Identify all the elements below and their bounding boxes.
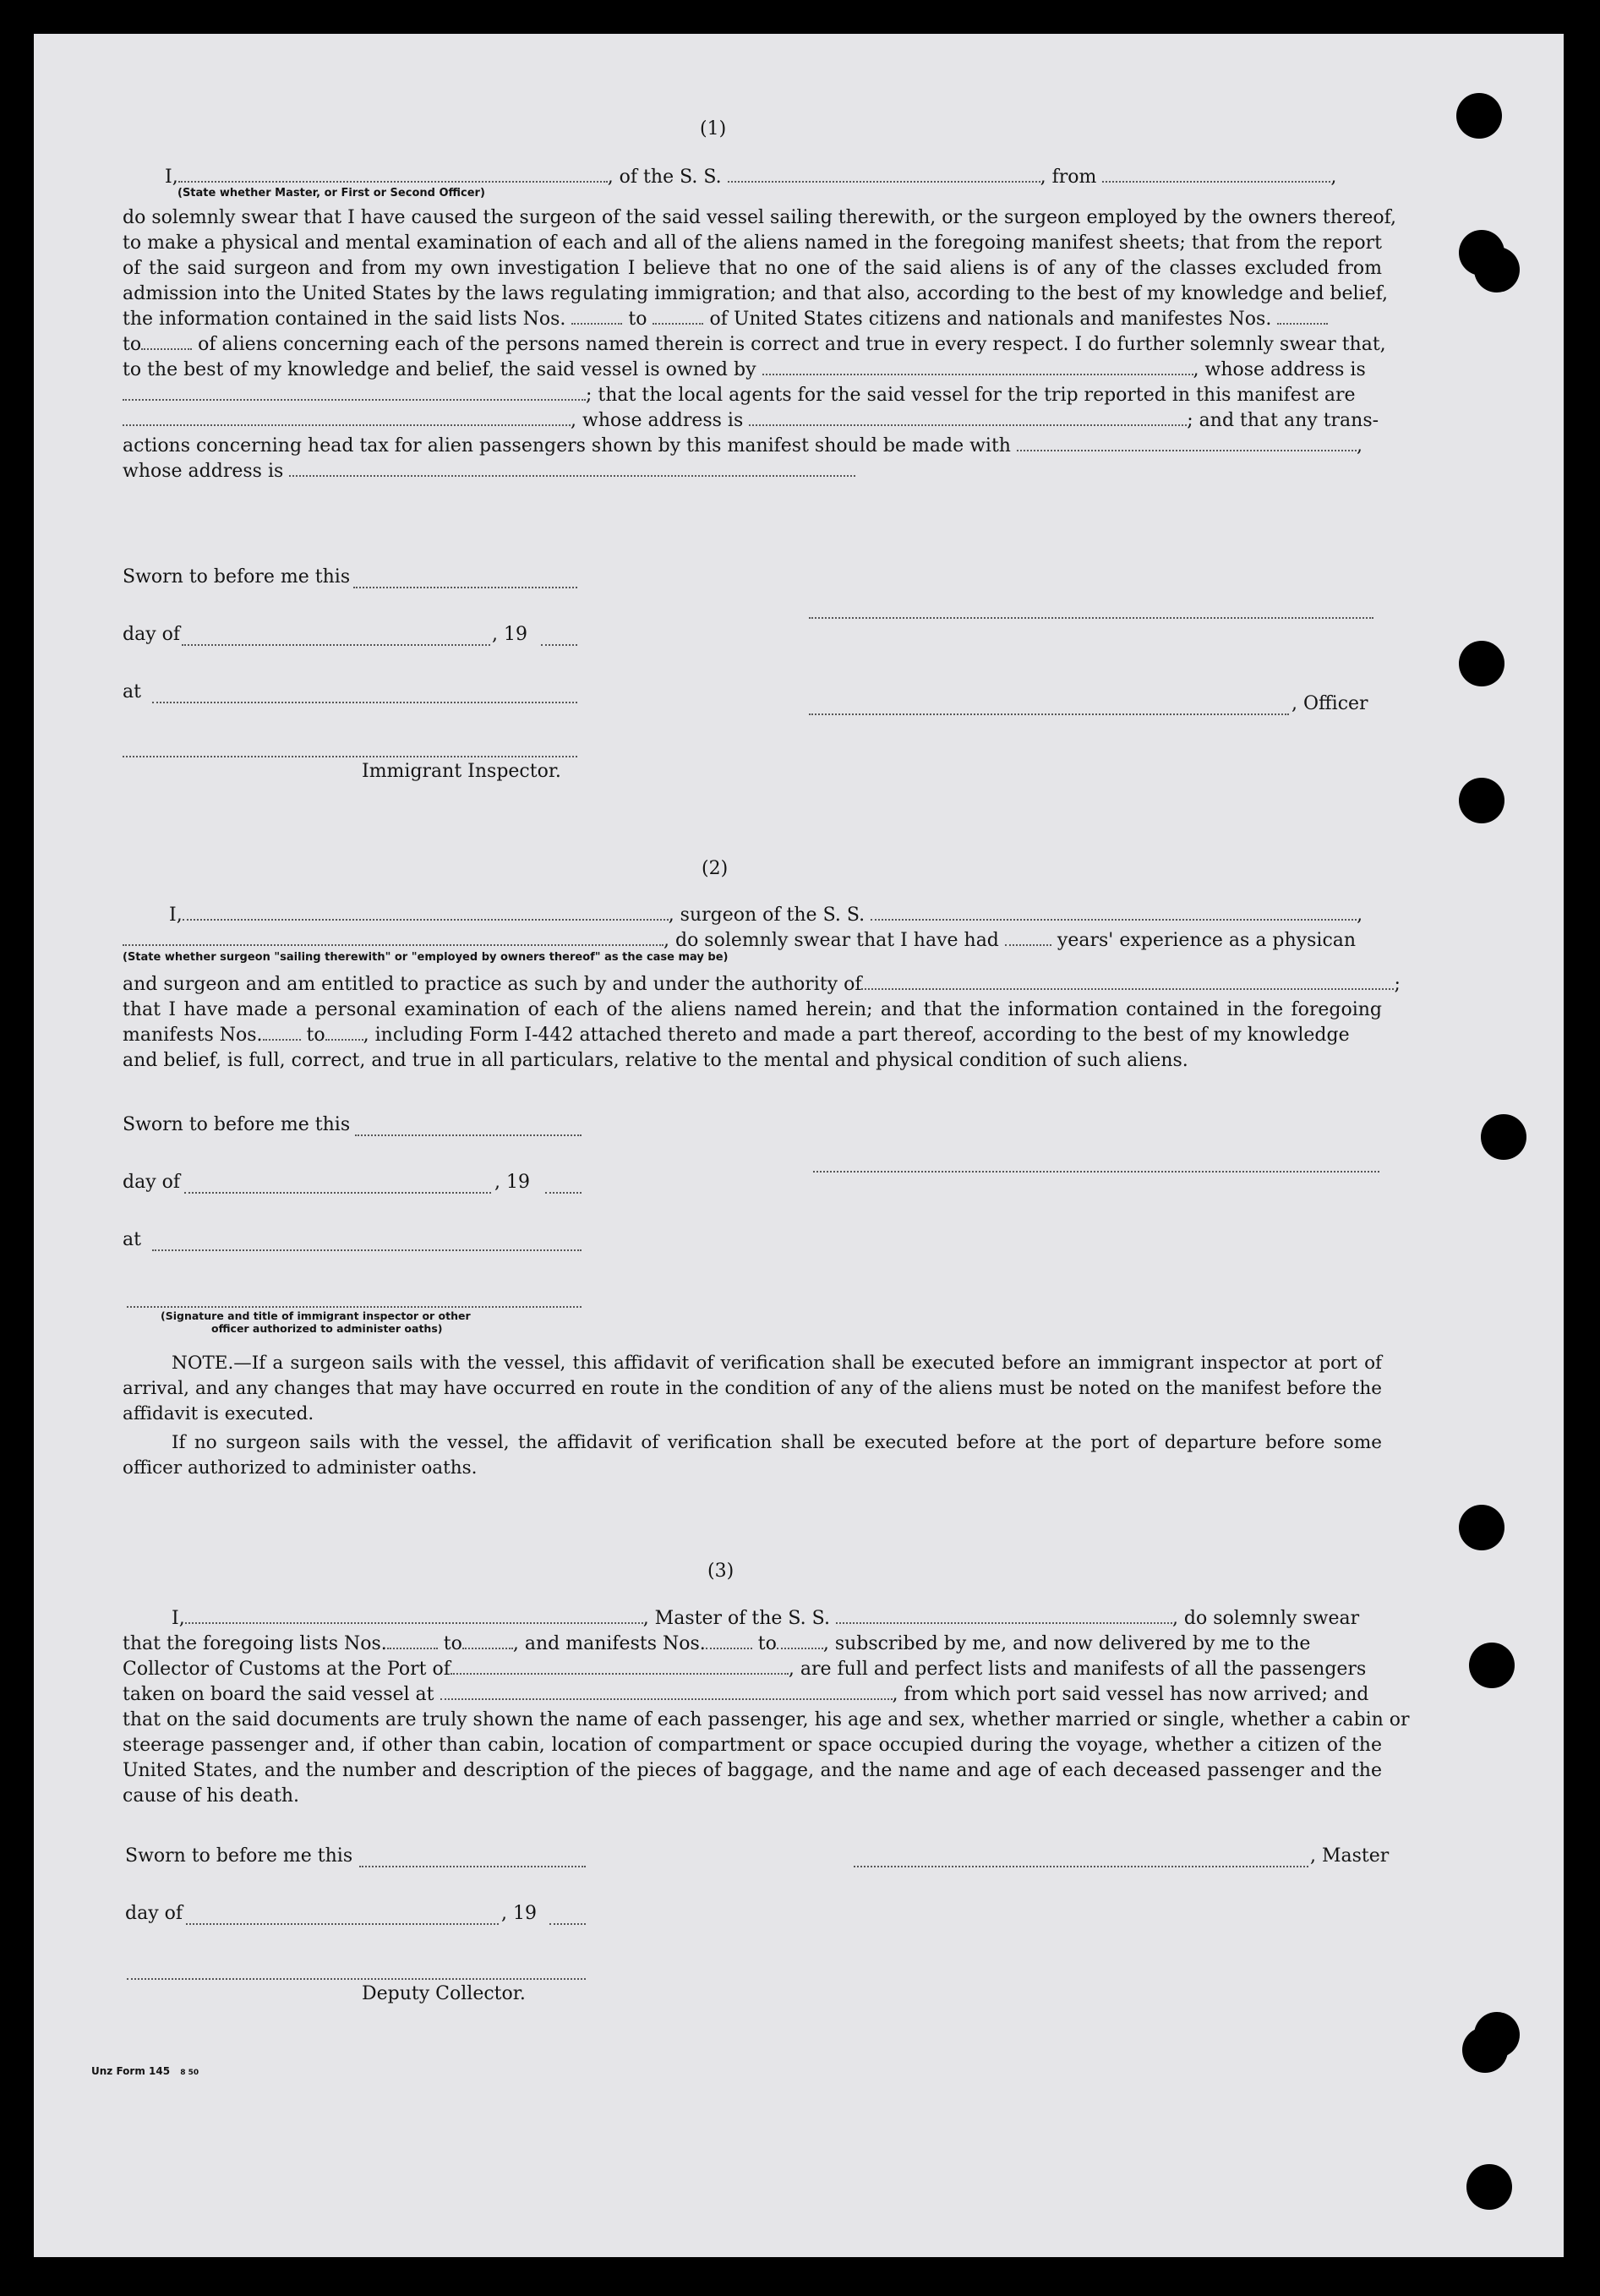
licensing-authority-field[interactable] (861, 973, 1394, 990)
deputy-label: Deputy Collector. (362, 1983, 526, 2004)
paragraph-line: do solemnly swear that I have caused the surgeon of the said vessel sailing therewith, or the surgeon employed by the owners thereof, (123, 207, 1397, 228)
vessel-name-field[interactable] (728, 166, 1040, 183)
text: Collector of Customs at the Port of (123, 1659, 451, 1680)
text: to (306, 1025, 325, 1046)
master-label: , Master (1310, 1845, 1390, 1867)
day-field[interactable] (184, 1190, 491, 1194)
year-label: , 19 (494, 1172, 530, 1193)
paragraph-line: steerage passenger and, if other than cabin, location of compartment or space occupied during the voyage, whether a citizen of the (123, 1735, 1382, 1756)
years-experience-field[interactable] (1005, 929, 1051, 946)
form-date: 8 50 (180, 2069, 199, 2077)
officer-title-line[interactable] (809, 712, 1289, 715)
list-no-to-field[interactable] (653, 308, 703, 325)
punch-hole (1474, 247, 1520, 292)
local-agents-field[interactable] (123, 409, 571, 426)
section-number: (1) (700, 118, 727, 139)
text: to the best of my knowledge and belief, the said vessel is owned by (123, 359, 756, 380)
punch-hole (1481, 1114, 1526, 1160)
punch-hole (1466, 2164, 1512, 2210)
paragraph-line: and belief, is full, correct, and true in all particulars, relative to the mental and physical condition of such aliens. (123, 1050, 1188, 1071)
text: ; (1394, 974, 1401, 995)
surgeon-name-field[interactable] (183, 904, 669, 921)
text: of United States citizens and nationals and manifestes Nos. (709, 309, 1272, 330)
note-paragraph: NOTE.—If a surgeon sails with the vessel, this affidavit of verification shall be executed before an immigrant inspector at port of arrival, and any changes that may have occurred en route in the condition of any of the aliens must be noted on the manifest before the affidavit is executed. (123, 1353, 1382, 1424)
text: , do solemnly swear that I have had (663, 930, 999, 951)
manifest-no-from-field[interactable] (263, 1024, 301, 1041)
text: and surgeon and am entitled to practice as such by and under the authority of (123, 974, 862, 995)
section-number: (2) (702, 858, 729, 879)
document-page (34, 34, 1564, 2257)
text: , from which port said vessel has now arrived; and (892, 1684, 1369, 1705)
deputy-collector-signature-line[interactable] (127, 1976, 586, 1980)
text: whose address is (123, 461, 284, 482)
form-id (91, 2065, 199, 2077)
text: to (443, 1633, 462, 1654)
section-3-body (123, 1606, 1410, 1818)
affiant-line (172, 1606, 1382, 1632)
paragraph-line: cause of his death. (123, 1785, 299, 1807)
punch-hole (1459, 1505, 1504, 1550)
punch-hole (1456, 93, 1502, 139)
officer-name-field[interactable] (178, 166, 608, 183)
manifest-no-to-field[interactable] (325, 1024, 363, 1041)
paragraph-line (123, 358, 1382, 383)
paragraph-line (123, 307, 1382, 332)
text: to (123, 334, 142, 355)
surgeon-signature-line[interactable] (813, 1169, 1379, 1173)
paragraph-line: to make a physical and mental examination of each and all of the aliens named in the foregoing manifest sheets; that from the report (123, 232, 1382, 254)
text: I, (169, 905, 183, 926)
paragraph-line (123, 1682, 1382, 1708)
text: , and manifests Nos. (512, 1633, 706, 1654)
text: I, (165, 167, 178, 188)
head-tax-contact-field[interactable] (1017, 435, 1357, 451)
day-field[interactable] (186, 1922, 499, 1925)
text: taken on board the said vessel at (123, 1684, 434, 1705)
day-label: day of (123, 1172, 181, 1193)
vessel-name-field[interactable] (836, 1607, 1172, 1624)
paragraph-line (123, 434, 1382, 459)
affiant-line: I, , of the S. S. , from , (165, 167, 1337, 188)
signature-hint: (Signature and title of immigrant inspector or other (161, 1309, 471, 1322)
text: that the foregoing lists Nos. (123, 1633, 387, 1654)
form-number: Unz Form 145 (91, 2065, 171, 2077)
sworn-date-field[interactable] (359, 1864, 586, 1867)
section-1-body (123, 165, 1397, 554)
year-label: , 19 (492, 624, 527, 645)
text: , subscribed by me, and now delivered by me to the (822, 1633, 1311, 1654)
inspector-label: Immigrant Inspector. (362, 761, 561, 782)
text: , whose address is (571, 410, 744, 431)
text: , (1357, 905, 1363, 926)
officer-signature-line[interactable] (809, 615, 1373, 619)
officer-label: , Officer (1291, 693, 1368, 714)
vessel-name-field[interactable] (871, 904, 1357, 921)
paragraph-line (123, 1657, 1382, 1682)
field-hint: (State whether Master, or First or Second Officer) (177, 187, 485, 200)
list-no-to-field[interactable] (462, 1632, 513, 1649)
vessel-owner-field[interactable] (762, 358, 1193, 375)
year-label: , 19 (501, 1903, 537, 1924)
year-field[interactable] (541, 642, 577, 646)
punch-hole (1469, 1643, 1515, 1688)
at-label: at (123, 1229, 141, 1250)
at-label: at (123, 681, 141, 702)
note-paragraph: If no surgeon sails with the vessel, the affidavit of verification shall be executed before at the port of departure before some officer authorized to administer oaths. (123, 1432, 1382, 1479)
affiant-line (169, 903, 1382, 928)
paragraph-line (123, 1632, 1382, 1657)
day-field[interactable] (182, 642, 490, 646)
text: , surgeon of the S. S. (668, 905, 866, 926)
paragraph-line: that I have made a personal examination of each of the aliens named herein; and that the information contained in the foregoing (123, 999, 1382, 1020)
inspector-signature-line[interactable] (123, 754, 577, 757)
text: , from (1040, 167, 1097, 188)
list-no-from-field[interactable] (571, 308, 622, 325)
text: , are full and perfect lists and manifests of all the passengers (788, 1659, 1367, 1680)
master-name-field[interactable] (185, 1607, 643, 1624)
paragraph-line (123, 332, 1386, 358)
year-field[interactable] (545, 1190, 582, 1194)
text: ; that the local agents for the said vessel for the trip reported in this manifest are (586, 385, 1356, 406)
text: , of the S. S. (607, 167, 722, 188)
text: , including Form I-442 attached thereto and made a part thereof, according to the best of my knowledge (363, 1025, 1350, 1046)
sworn-label: Sworn to before me this (123, 566, 351, 588)
paragraph-line (123, 459, 1382, 484)
sworn-date-field[interactable] (355, 1133, 582, 1136)
manifest-no-to-field[interactable] (141, 333, 192, 350)
day-label: day of (125, 1903, 183, 1924)
port-of-entry-field[interactable] (451, 1658, 789, 1675)
punch-hole (1459, 778, 1504, 823)
text: years' experience as a physican (1057, 930, 1357, 951)
origin-port-field[interactable] (1102, 166, 1330, 183)
sworn-date-field[interactable] (353, 585, 577, 588)
section-number: (3) (707, 1561, 734, 1582)
paragraph-line (123, 1023, 1382, 1048)
signature-hint: officer authorized to administer oaths) (211, 1322, 443, 1335)
day-label: day of (123, 624, 181, 645)
paragraph-line: United States, and the number and description of the pieces of baggage, and the name and age of each deceased passenger and the (123, 1760, 1382, 1781)
text: ; and that any trans- (1187, 410, 1379, 431)
place-field[interactable] (152, 1248, 582, 1251)
inspector-signature-line[interactable] (127, 1304, 582, 1308)
punch-hole (1459, 641, 1504, 686)
paragraph-line (123, 383, 1382, 408)
place-field[interactable] (152, 700, 577, 703)
manifest-no-to-field[interactable] (777, 1632, 823, 1649)
section-2-body (123, 903, 1401, 1085)
paragraph-line (123, 928, 1382, 954)
port-of-embarkation-field[interactable] (440, 1683, 893, 1700)
paragraph-line: of the said surgeon and from my own investigation I believe that no one of the said aliens is of any of the classes excluded from (123, 258, 1382, 279)
text: , Master of the S. S. (642, 1608, 830, 1629)
note-block (123, 1351, 1382, 1481)
paragraph-line (123, 408, 1382, 434)
text: of aliens concerning each of the persons named therein is correct and true in every respect. I do further solemnly swear that, (198, 334, 1386, 355)
manifest-no-from-field[interactable] (1277, 308, 1328, 325)
text: , do solemnly swear (1171, 1608, 1360, 1629)
text: I, (172, 1608, 185, 1629)
field-hint: (State whether surgeon "sailing therewith" or "employed by owners thereof" as the case may be) (123, 951, 729, 964)
text: to (757, 1633, 777, 1654)
agents-address-field[interactable] (749, 409, 1187, 426)
text: to (628, 309, 647, 330)
surgeon-capacity-field[interactable] (123, 929, 663, 946)
paragraph-line: admission into the United States by the laws regulating immigration; and that also, according to the best of my knowledge and belief, (123, 283, 1388, 304)
manifest-no-from-field[interactable] (706, 1632, 752, 1649)
contact-address-field[interactable] (289, 460, 855, 477)
sworn-label: Sworn to before me this (125, 1845, 353, 1867)
paragraph-line (123, 972, 1401, 998)
text: actions concerning head tax for alien passengers shown by this manifest should be made with (123, 435, 1011, 456)
text: the information contained in the said lists Nos. (123, 309, 566, 330)
text: , (1356, 435, 1362, 456)
text: , whose address is (1193, 359, 1366, 380)
owner-address-field[interactable] (123, 384, 586, 401)
master-signature-line[interactable] (854, 1864, 1308, 1867)
list-no-from-field[interactable] (387, 1632, 438, 1649)
punch-hole (1474, 2012, 1520, 2058)
year-field[interactable] (549, 1922, 586, 1925)
sworn-label: Sworn to before me this (123, 1114, 351, 1135)
paragraph-line: that on the said documents are truly shown the name of each passenger, his age and sex, whether married or single, whether a cabin or (123, 1709, 1410, 1730)
text: manifests Nos. (123, 1025, 263, 1046)
